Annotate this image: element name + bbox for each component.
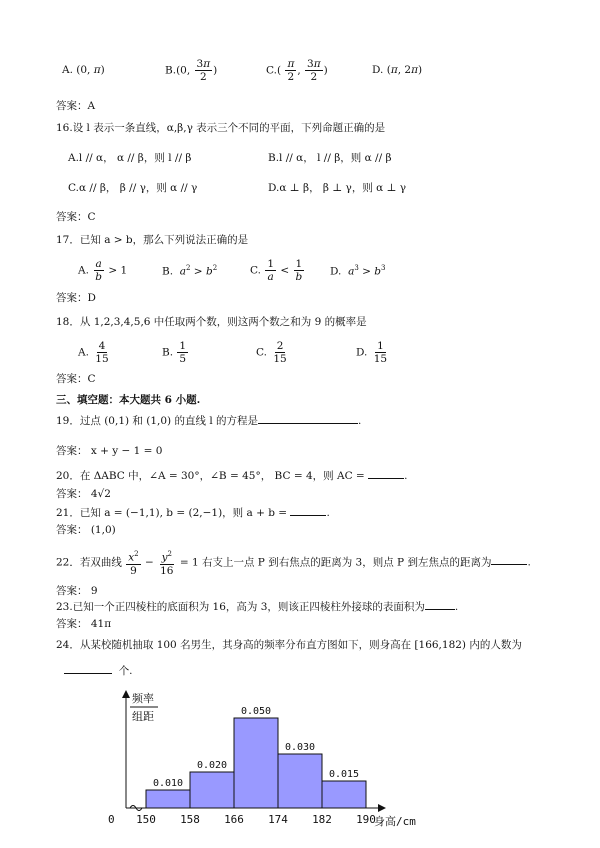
q17-answer: 答案：D	[56, 292, 96, 304]
section-heading: 三、填空题：本大题共 6 小题.	[56, 394, 201, 406]
option-label: A.	[78, 346, 89, 359]
chart-bars	[146, 718, 366, 808]
q19-stem: 19．过点 (0,1) 和 (1,0) 的直线 l 的方程是 .	[56, 415, 362, 427]
q18-stem: 18．从 1,2,3,4,5,6 中任取两个数，则这两个数之和为 9 的概率是	[56, 316, 367, 328]
answer-blank	[368, 468, 404, 479]
q20-text: 20．在 ΔABC 中，∠A = 30°，∠B = 45°， BC = 4，则 AC =	[56, 470, 365, 482]
q16-option-c: C.α // β， β // γ，则 α // γ	[68, 182, 198, 194]
x-axis-arrow	[378, 804, 386, 812]
q20-answer: 答案： 4√2	[56, 488, 111, 500]
bar-value-label: 0.050	[240, 706, 272, 717]
q16-option-b: B.l // α， l // β，则 α // β	[268, 152, 392, 164]
frac-den: 15	[95, 353, 109, 365]
option-label: C.	[256, 346, 267, 359]
histogram-bar	[190, 772, 234, 808]
frac-den: 15	[273, 353, 287, 365]
option-label: A.	[62, 64, 73, 76]
x-axis-label: 身高/cm	[374, 815, 416, 828]
y-axis-label-top: 频率	[132, 692, 154, 705]
histogram-bar	[146, 790, 190, 808]
frac-num: 1	[377, 340, 384, 352]
q22-text-b: = 1 右支上一点 P 到右焦点的距离为 3，则点 P 到左焦点的距离为	[179, 556, 492, 569]
q21-text: 21．已知 a = (−1,1), b = (2,−1)，则 a + b =	[56, 507, 288, 519]
q18-option-c	[256, 340, 290, 365]
answer-blank	[491, 554, 527, 565]
histogram-bar	[322, 781, 366, 808]
x-tick-label: 150	[136, 813, 156, 826]
q22-text-a: 22．若双曲线	[56, 556, 122, 569]
answer-blank	[64, 663, 112, 674]
q18-option-b	[162, 340, 189, 365]
answer-blank	[258, 413, 358, 424]
q23-answer: 答案： 41π	[56, 618, 112, 630]
q21-answer: 答案： (1,0)	[56, 524, 116, 536]
bar-value-label: 0.015	[328, 769, 360, 780]
x-tick-label: 158	[180, 813, 200, 826]
q18-answer: 答案：C	[56, 373, 96, 385]
option-label: C.	[266, 64, 277, 77]
q17-option-c: C. $\frac{1}{a}$ < $\frac{1}{b}$	[250, 258, 303, 283]
x-tick-label: 166	[224, 813, 244, 826]
x-tick-label: 182	[312, 813, 332, 826]
option-label: B.	[162, 346, 174, 359]
q18-option-d	[356, 340, 390, 365]
q17-option-a: A. $\frac{a}{b}$ > 1	[78, 258, 128, 283]
histogram-bar	[234, 718, 278, 808]
q16-option-a: A.l // α， α // β，则 l // β	[68, 152, 192, 164]
frac-den: 15	[373, 353, 388, 365]
q22-stem: 22．若双曲线 $\frac{x^2}{9}$ − $\frac{y^2}{16}$ = 1 右支上一点 P 到右焦点的距离为 3，则点 P 到左焦点的距离为 .	[56, 550, 531, 577]
bar-value-label: 0.010	[152, 778, 184, 789]
q24-stem: 24．从某校随机抽取 100 名男生，其身高的频率分布直方图如下，则身高在 [166,182) 内的人数为	[56, 639, 522, 651]
option-label: D.	[372, 64, 384, 76]
q24-tail	[64, 663, 133, 678]
q15-option-a: A. (0, π)	[62, 64, 105, 76]
q21-stem: 21．已知 a = (−1,1), b = (2,−1)，则 a + b = .	[56, 507, 330, 519]
origin-label: 0	[108, 813, 115, 826]
histogram-bar	[278, 754, 322, 808]
q20-stem: 20．在 ΔABC 中，∠A = 30°，∠B = 45°， BC = 4，则 AC = .	[56, 470, 408, 482]
q16-stem: 16.设 l 表示一条直线，α,β,γ 表示三个不同的平面，下列命题正确的是	[56, 122, 386, 134]
y-axis-label-bottom: 组距	[132, 710, 154, 723]
bar-value-label: 0.030	[284, 742, 316, 753]
q16-option-d: D.α ⊥ β， β ⊥ γ，则 α ⊥ γ	[268, 182, 407, 194]
answer-blank	[425, 599, 455, 610]
frac-den: 5	[179, 353, 187, 365]
option-label: D.	[356, 346, 368, 359]
histogram-chart	[104, 688, 424, 838]
option-label: B.	[165, 64, 177, 77]
q19-text: 19．过点 (0,1) 和 (1,0) 的直线 l 的方程是	[56, 415, 259, 427]
q16-answer: 答案：C	[56, 211, 96, 223]
q18-option-a	[78, 340, 112, 365]
q15-option-c: C.( $\frac{\pi}{2}$ , $\frac{3\pi}{2}$ )	[266, 58, 328, 83]
x-tick-label: 190	[356, 813, 376, 826]
q15-option-b: B.(0, $\frac{3\pi}{2}$ )	[165, 58, 218, 83]
q19-answer: 答案： x + y − 1 = 0	[56, 445, 163, 457]
q15-option-d: D. (π, 2π)	[372, 64, 423, 76]
bar-value-label: 0.020	[196, 760, 228, 771]
q17-option-d: D. $a^3 > b^3$	[330, 264, 386, 278]
q15-answer: 答案：A	[56, 100, 96, 112]
x-tick-label: 174	[268, 813, 288, 826]
q22-answer: 答案： 9	[56, 585, 98, 597]
q17-option-b: B. $a^2 > b^2$	[162, 264, 218, 278]
q23-stem: 23.已知一个正四棱柱的底面积为 16，高为 3，则该正四棱柱外接球的表面积为 .	[56, 601, 459, 613]
y-axis-arrow	[122, 690, 130, 698]
frac-num: 4	[98, 340, 106, 352]
answer-blank	[290, 505, 326, 516]
frac-num: 2	[276, 340, 284, 352]
q17-stem: 17．已知 a > b，那么下列说法正确的是	[56, 234, 249, 246]
frac-num: 1	[179, 340, 187, 352]
q23-text: 23.已知一个正四棱柱的底面积为 16，高为 3，则该正四棱柱外接球的表面积为	[56, 601, 425, 613]
q24-tail-text: 个.	[118, 665, 133, 677]
